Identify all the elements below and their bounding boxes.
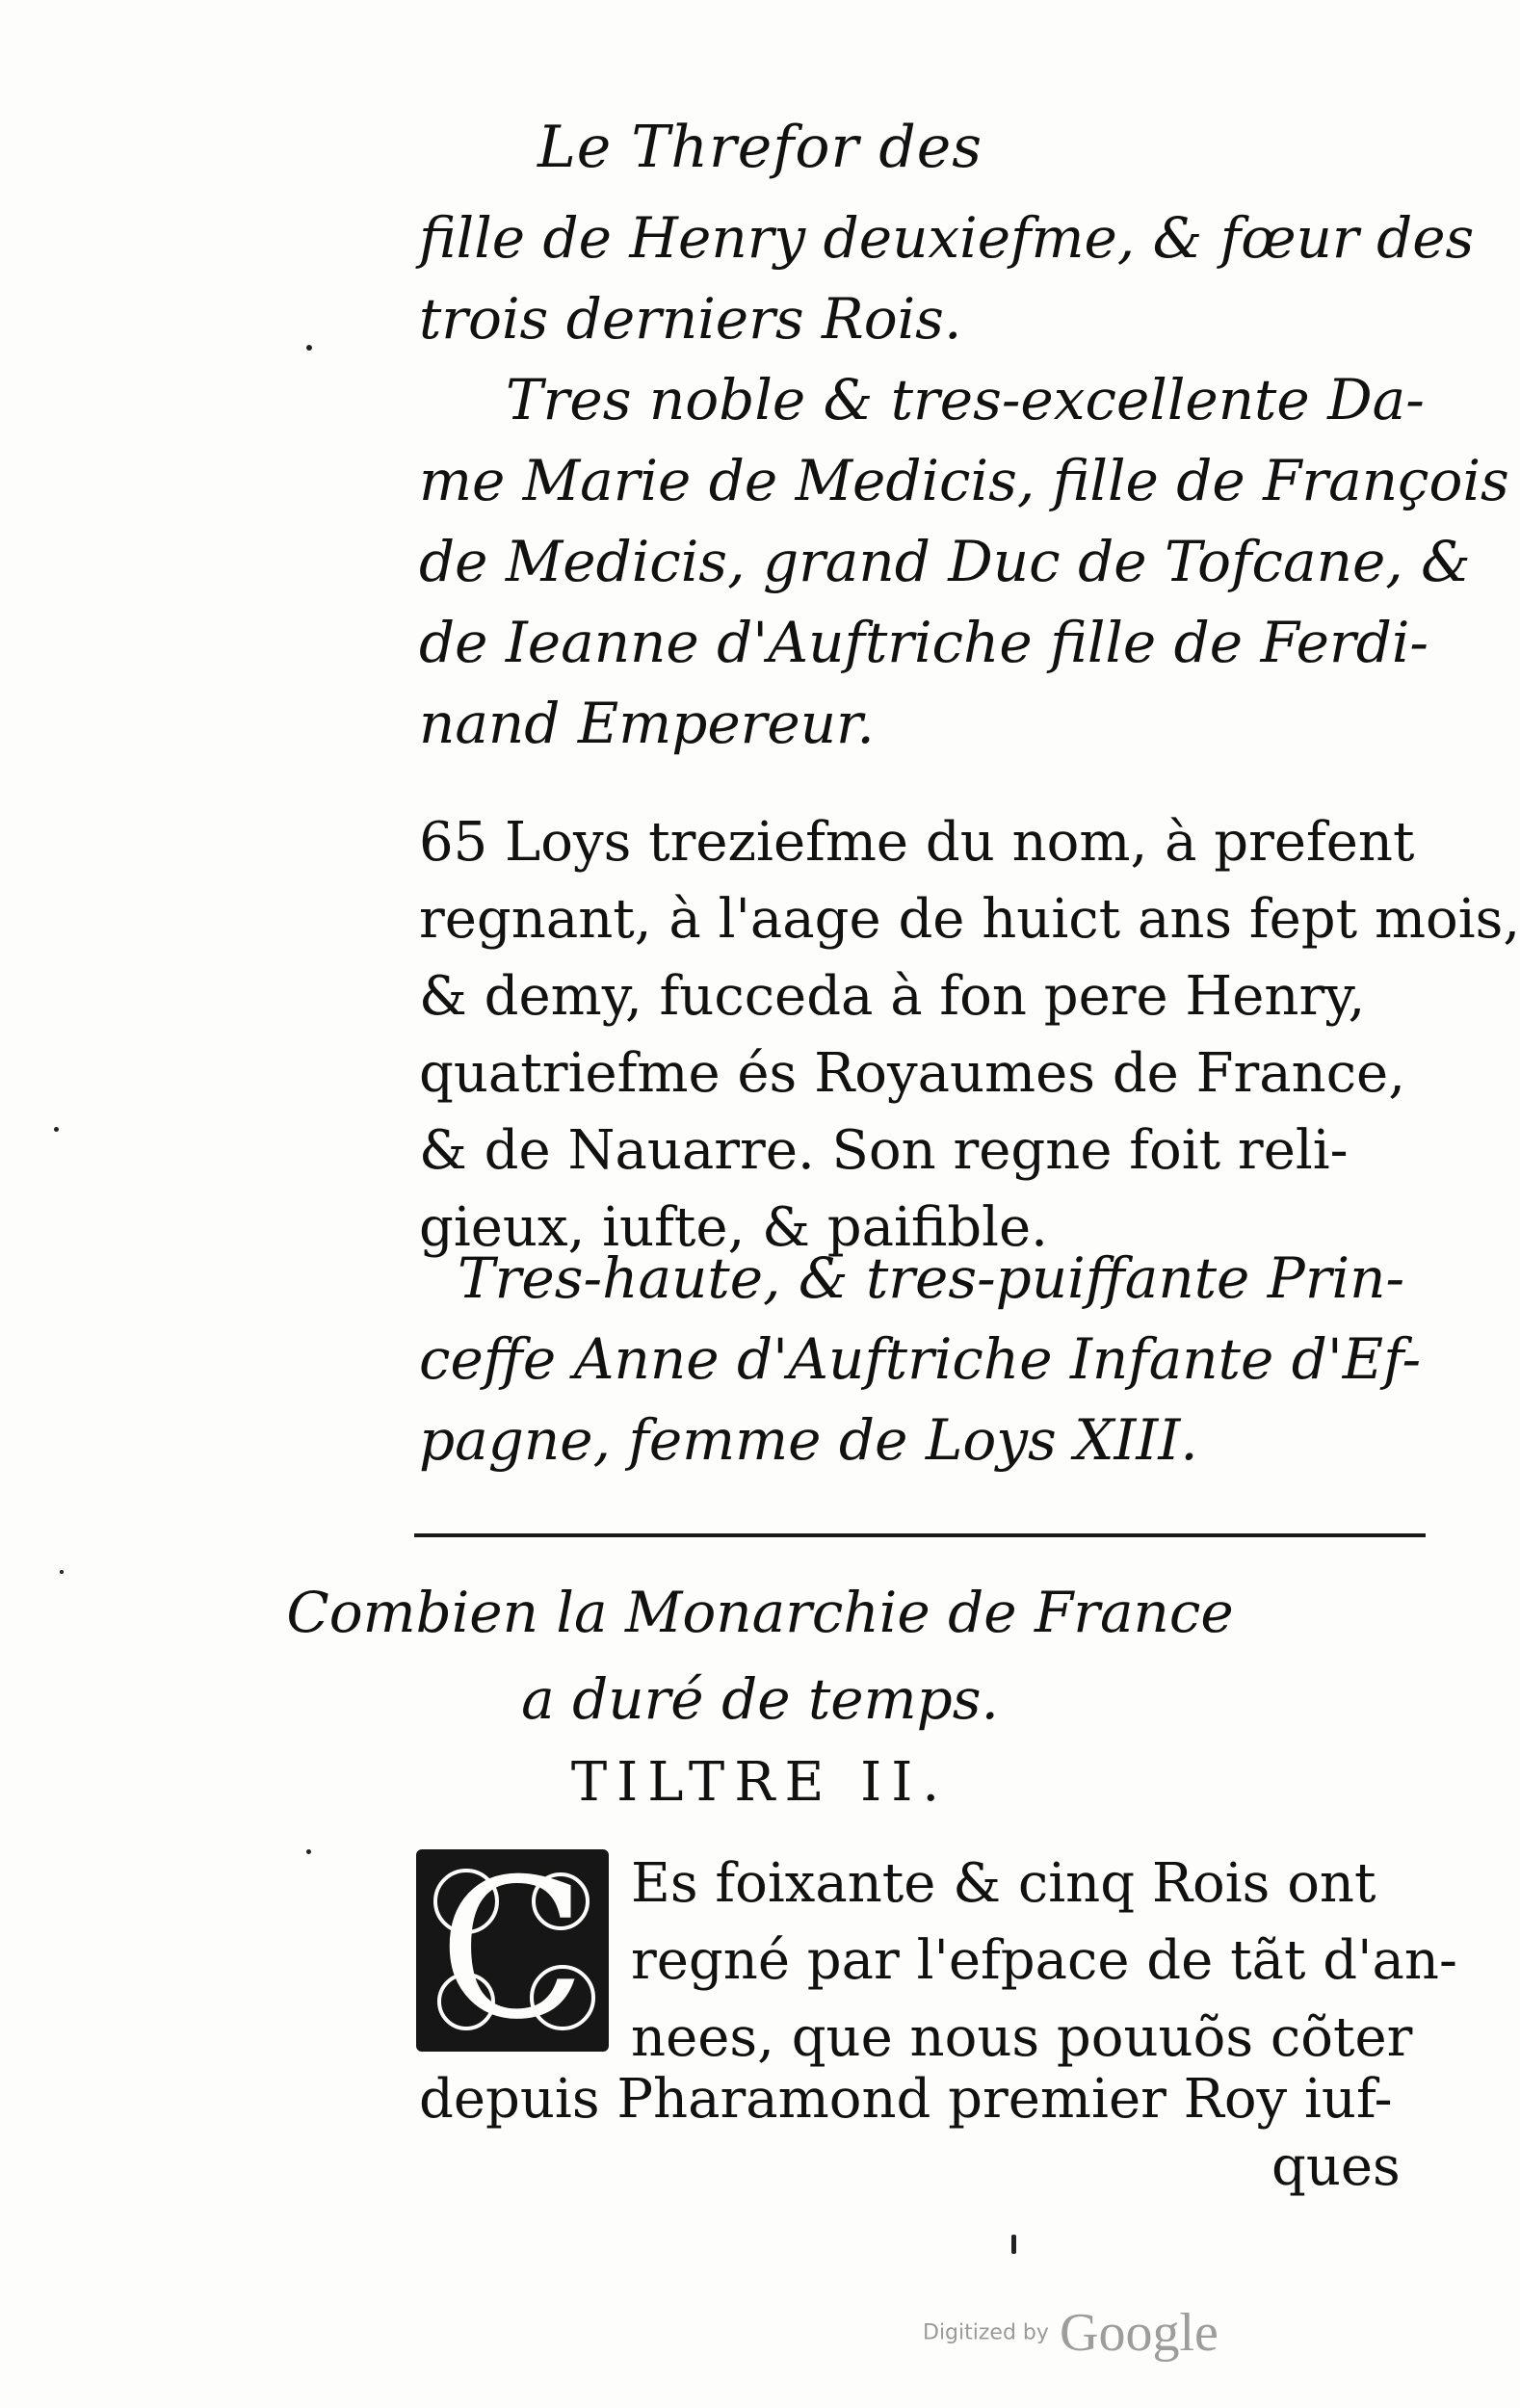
- section-divider: [414, 1533, 1426, 1537]
- text-line: regnant, à l'aage de huict ans fept mois,: [419, 888, 1520, 951]
- scan-speck: [306, 345, 312, 351]
- text-line: me Marie de Medicis, fille de François: [419, 448, 1509, 513]
- section-queen-anne: [419, 1238, 1430, 1480]
- text-line: ceffe Anne d'Auftriche Infante d'Ef-: [419, 1326, 1422, 1392]
- text-line: quatriefme és Royaumes de France,: [419, 1042, 1405, 1105]
- text-line: trois derniers Rois.: [419, 286, 962, 352]
- text-line: Tres-haute, & tres-puiffante Prin-: [458, 1245, 1405, 1311]
- chapter-body-full: [419, 2061, 1430, 2138]
- chapter-body-indented: [631, 1845, 1457, 2077]
- section-queens-1: [419, 197, 1509, 764]
- text-line: 65 Loys treziefme du nom, à prefent: [419, 811, 1415, 874]
- text-line: pagne, femme de Loys XIII.: [419, 1407, 1198, 1473]
- text-line: & de Nauarre. Son regne foit reli-: [419, 1119, 1349, 1182]
- chapter-heading-line1: Combien la Monarchie de France: [286, 1580, 1234, 1645]
- ornamental-dropcap: [416, 1849, 609, 2052]
- section-king-65: [419, 804, 1520, 1267]
- google-logo: Google: [1060, 2303, 1219, 2363]
- chapter-heading-line2: a duré de temps.: [521, 1666, 999, 1732]
- text-line: depuis Pharamond premier Roy iuf-: [419, 2068, 1393, 2131]
- text-line: nees, que nous pouuõs cõter: [631, 2006, 1413, 2069]
- catchword: ques: [1271, 2135, 1401, 2198]
- text-line: regné par l'efpace de tãt d'an-: [631, 1929, 1457, 1992]
- scan-speck: [1011, 2235, 1016, 2254]
- text-line: Es foixante & cinq Rois ont: [631, 1852, 1376, 1915]
- text-line: de Ieanne d'Auftriche fille de Ferdi-: [419, 610, 1428, 675]
- scan-speck: [60, 1570, 64, 1574]
- scan-speck: [306, 1849, 311, 1854]
- text-line: de Medicis, grand Duc de Tofcane, &: [419, 529, 1471, 594]
- text-line: Tres noble & tres-excellente Da-: [506, 367, 1425, 432]
- running-head: Le Threfor des: [537, 114, 983, 181]
- scan-speck: [54, 1127, 59, 1132]
- digitized-by-watermark: [923, 2302, 1219, 2364]
- digitized-prefix: Digitized by: [923, 2320, 1049, 2345]
- text-line: fille de Henry deuxiefme, & fœur des: [419, 205, 1475, 271]
- dropcap-letter: C: [438, 1849, 587, 2052]
- text-line: & demy, fucceda à fon pere Henry,: [419, 965, 1366, 1028]
- text-line: gieux, iufte, & paifible.: [419, 1196, 1048, 1259]
- text-line: nand Empereur.: [419, 691, 875, 756]
- chapter-title: TILTRE II.: [570, 1751, 950, 1814]
